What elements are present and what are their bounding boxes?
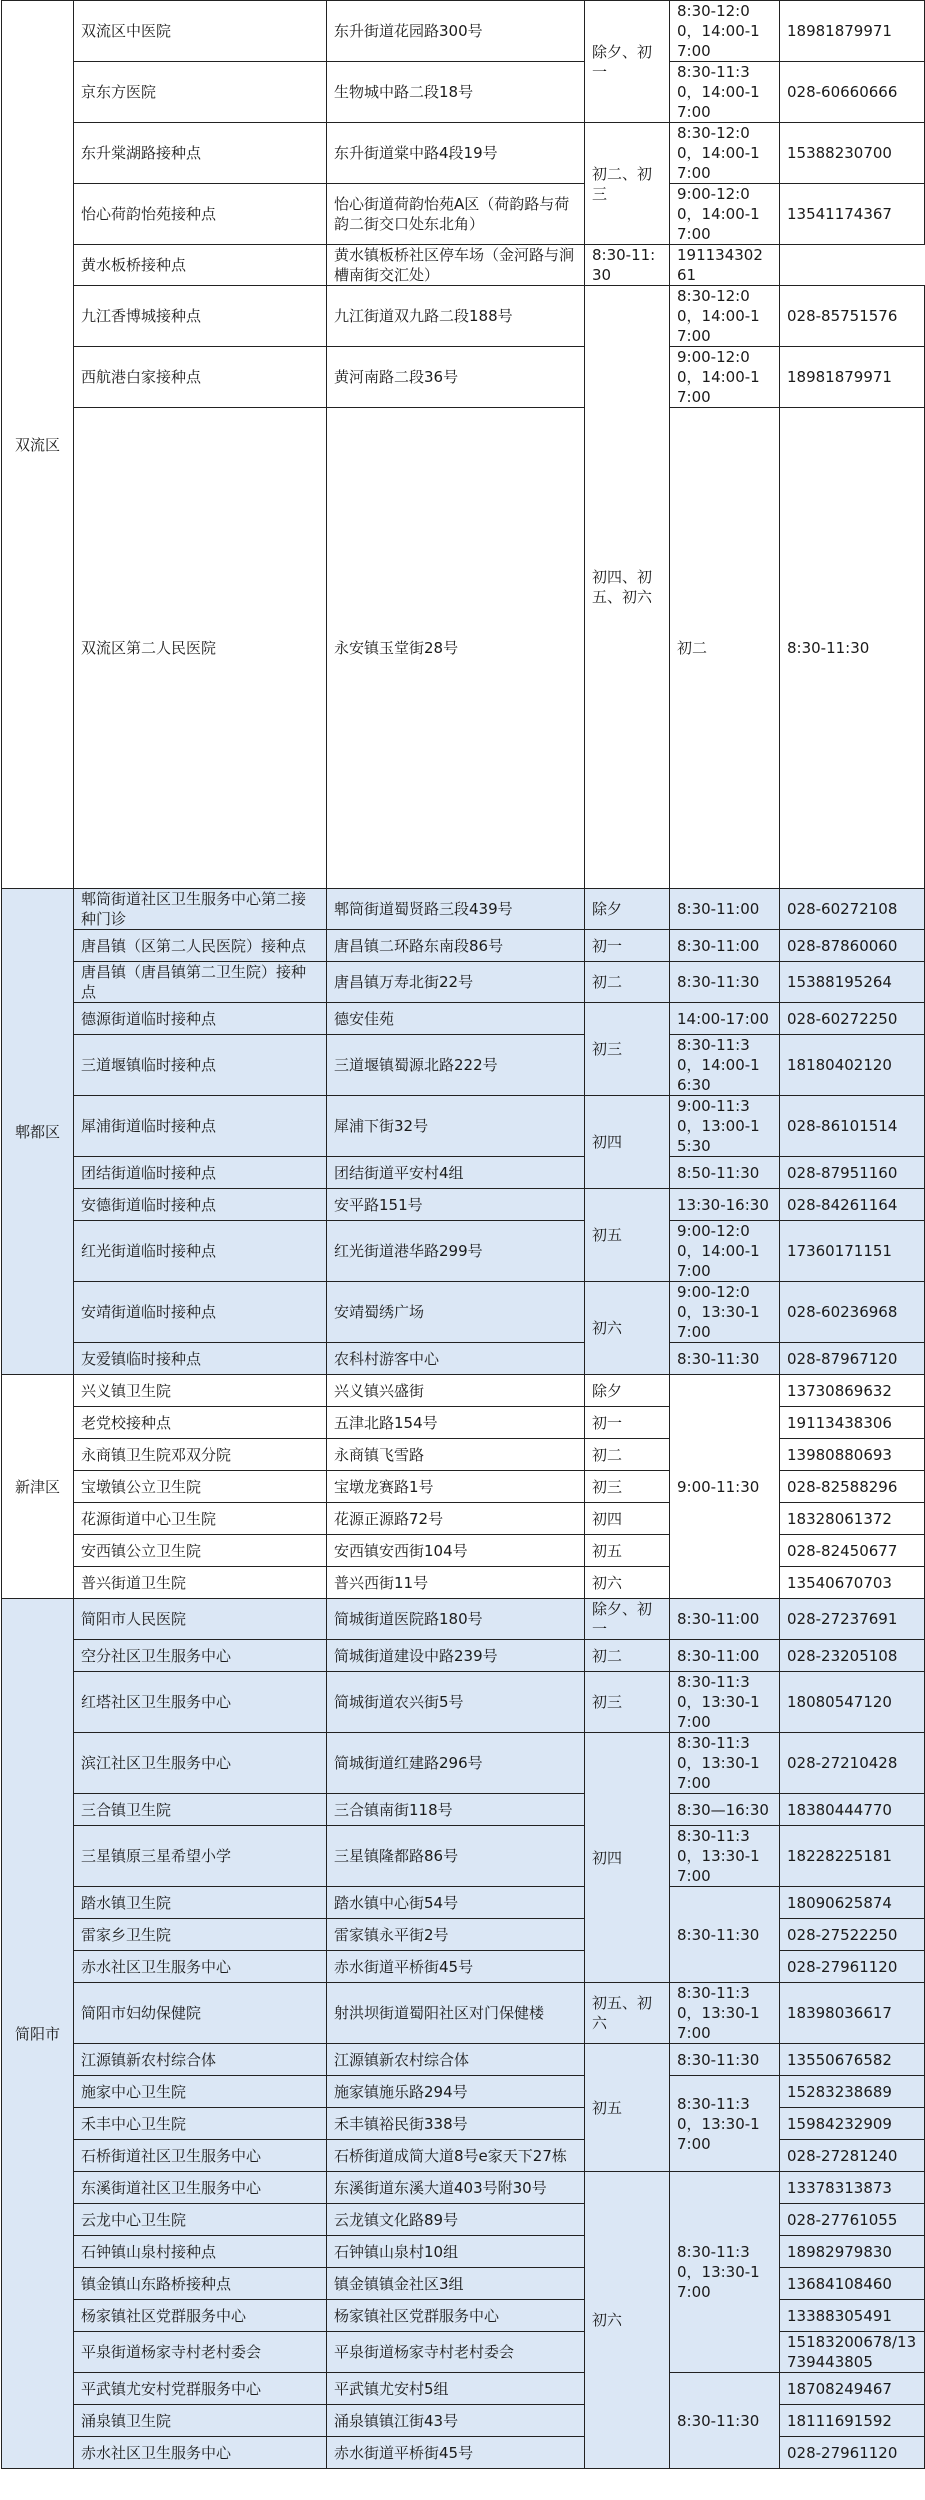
time-cell: 8:30-11:00 bbox=[670, 889, 780, 930]
address-cell: 平武镇尤安村5组 bbox=[327, 2373, 585, 2405]
date-cell: 初六 bbox=[585, 2172, 670, 2469]
site-name-cell: 赤水社区卫生服务中心 bbox=[74, 2437, 327, 2469]
phone-cell: 028-27237691 bbox=[780, 1599, 925, 1640]
site-name-cell: 德源街道临时接种点 bbox=[74, 1003, 327, 1035]
phone-cell: 028-60660666 bbox=[780, 62, 925, 123]
date-cell: 初二 bbox=[585, 1640, 670, 1672]
date-cell: 初二 bbox=[585, 1439, 670, 1471]
site-name-cell: 三道堰镇临时接种点 bbox=[74, 1035, 327, 1096]
site-name-cell: 团结街道临时接种点 bbox=[74, 1157, 327, 1189]
site-name-cell: 红光街道临时接种点 bbox=[74, 1221, 327, 1282]
time-cell: 8:30-11:00 bbox=[670, 1599, 780, 1640]
phone-cell: 028-87951160 bbox=[780, 1157, 925, 1189]
site-name-cell: 赤水社区卫生服务中心 bbox=[74, 1951, 327, 1983]
site-name-cell: 东升棠湖路接种点 bbox=[74, 123, 327, 184]
site-name-cell: 石桥街道社区卫生服务中心 bbox=[74, 2140, 327, 2172]
phone-cell: 18080547120 bbox=[780, 1672, 925, 1733]
address-cell: 唐昌镇万寿北街22号 bbox=[327, 962, 585, 1003]
address-cell: 永安镇玉堂街28号 bbox=[327, 408, 585, 889]
address-cell: 简城街道建设中路239号 bbox=[327, 1640, 585, 1672]
time-cell: 9:00-12:00，13:30-17:00 bbox=[670, 1282, 780, 1343]
address-cell: 郫筒街道蜀贤路三段439号 bbox=[327, 889, 585, 930]
site-name-cell: 简阳市人民医院 bbox=[74, 1599, 327, 1640]
district-cell: 新津区 bbox=[2, 1375, 74, 1599]
address-cell: 禾丰镇裕民街338号 bbox=[327, 2108, 585, 2140]
time-cell: 8:30-11:30 bbox=[670, 2044, 780, 2076]
phone-cell: 028-27961120 bbox=[780, 2437, 925, 2469]
site-name-cell: 永商镇卫生院邓双分院 bbox=[74, 1439, 327, 1471]
phone-cell: 028-85751576 bbox=[780, 286, 925, 347]
table-row bbox=[2, 1157, 925, 1189]
table-row bbox=[2, 1919, 925, 1951]
phone-cell: 028-27761055 bbox=[780, 2204, 925, 2236]
time-cell: 8:30-11:30，14:00-17:00 bbox=[670, 62, 780, 123]
date-cell: 初三 bbox=[585, 1003, 670, 1096]
time-cell: 8:30-11:30，13:30-17:00 bbox=[670, 2172, 780, 2373]
date-cell: 初六 bbox=[585, 1567, 670, 1599]
address-cell: 花源正源路72号 bbox=[327, 1503, 585, 1535]
address-cell: 平泉街道杨家寺村老村委会 bbox=[327, 2332, 585, 2373]
phone-cell: 15984232909 bbox=[780, 2108, 925, 2140]
phone-cell: 18398036617 bbox=[780, 1983, 925, 2044]
address-cell: 宝墩龙赛路1号 bbox=[327, 1471, 585, 1503]
date-cell: 初二 bbox=[670, 408, 780, 889]
time-cell: 8:30-11:30，13:30-17:00 bbox=[670, 1733, 780, 1794]
table-row bbox=[2, 1983, 925, 2044]
phone-cell: 13540670703 bbox=[780, 1567, 925, 1599]
table-row bbox=[2, 1951, 925, 1983]
table-row bbox=[2, 245, 925, 286]
address-cell: 射洪坝街道蜀阳社区对门保健楼 bbox=[327, 1983, 585, 2044]
address-cell: 犀浦下街32号 bbox=[327, 1096, 585, 1157]
address-cell: 镇金镇镇金社区3组 bbox=[327, 2268, 585, 2300]
site-name-cell: 施家中心卫生院 bbox=[74, 2076, 327, 2108]
phone-cell: 15183200678/13739443805 bbox=[780, 2332, 925, 2373]
date-cell: 除夕、初一 bbox=[585, 1, 670, 123]
district-cell: 双流区 bbox=[2, 1, 74, 889]
site-name-cell: 踏水镇卫生院 bbox=[74, 1887, 327, 1919]
phone-cell: 18982979830 bbox=[780, 2236, 925, 2268]
address-cell: 杨家镇社区党群服务中心 bbox=[327, 2300, 585, 2332]
site-name-cell: 雷家乡卫生院 bbox=[74, 1919, 327, 1951]
site-name-cell: 空分社区卫生服务中心 bbox=[74, 1640, 327, 1672]
site-name-cell: 禾丰中心卫生院 bbox=[74, 2108, 327, 2140]
time-cell: 8:30-11:30 bbox=[670, 1887, 780, 1983]
address-cell: 红光街道港华路299号 bbox=[327, 1221, 585, 1282]
phone-cell: 13980880693 bbox=[780, 1439, 925, 1471]
phone-cell: 028-60272108 bbox=[780, 889, 925, 930]
table-row bbox=[2, 2268, 925, 2300]
site-name-cell: 黄水板桥接种点 bbox=[74, 245, 327, 286]
address-cell: 赤水街道平桥街45号 bbox=[327, 2437, 585, 2469]
table-row bbox=[2, 2108, 925, 2140]
site-name-cell: 西航港白家接种点 bbox=[74, 347, 327, 408]
time-cell: 8:30-12:00，14:00-17:00 bbox=[670, 286, 780, 347]
phone-cell: 028-84261164 bbox=[780, 1189, 925, 1221]
time-cell: 8:30-11:30 bbox=[780, 408, 925, 889]
time-cell: 8:30-11:30，13:30-17:00 bbox=[670, 1826, 780, 1887]
address-cell: 东升街道花园路300号 bbox=[327, 1, 585, 62]
address-cell: 简城街道红建路296号 bbox=[327, 1733, 585, 1794]
time-cell: 8:30-11:30 bbox=[670, 962, 780, 1003]
address-cell: 安平路151号 bbox=[327, 1189, 585, 1221]
table-row bbox=[2, 1035, 925, 1096]
time-cell: 8:30-12:00，14:00-17:00 bbox=[670, 123, 780, 184]
phone-cell: 18180402120 bbox=[780, 1035, 925, 1096]
site-name-cell: 平武镇尤安村党群服务中心 bbox=[74, 2373, 327, 2405]
date-cell: 初一 bbox=[585, 930, 670, 962]
site-name-cell: 友爱镇临时接种点 bbox=[74, 1343, 327, 1375]
address-cell: 东溪街道东溪大道403号附30号 bbox=[327, 2172, 585, 2204]
site-name-cell: 郫筒街道社区卫生服务中心第二接种门诊 bbox=[74, 889, 327, 930]
site-name-cell: 石钟镇山泉村接种点 bbox=[74, 2236, 327, 2268]
site-name-cell: 宝墩镇公立卫生院 bbox=[74, 1471, 327, 1503]
address-cell: 唐昌镇二环路东南段86号 bbox=[327, 930, 585, 962]
table-row bbox=[2, 1826, 925, 1887]
table-row bbox=[2, 1439, 925, 1471]
site-name-cell: 简阳市妇幼保健院 bbox=[74, 1983, 327, 2044]
date-cell: 初四、初五、初六 bbox=[585, 286, 670, 889]
address-cell: 生物城中路二段18号 bbox=[327, 62, 585, 123]
phone-cell: 18228225181 bbox=[780, 1826, 925, 1887]
site-name-cell: 三星镇原三星希望小学 bbox=[74, 1826, 327, 1887]
address-cell: 简城街道医院路180号 bbox=[327, 1599, 585, 1640]
table-row bbox=[2, 408, 925, 889]
table-row bbox=[2, 2437, 925, 2469]
address-cell: 九江街道双九路二段188号 bbox=[327, 286, 585, 347]
phone-cell: 13378313873 bbox=[780, 2172, 925, 2204]
table-row bbox=[2, 2204, 925, 2236]
phone-cell: 13541174367 bbox=[780, 184, 925, 245]
date-cell: 初三 bbox=[585, 1471, 670, 1503]
address-cell: 兴义镇兴盛街 bbox=[327, 1375, 585, 1407]
phone-cell: 18981879971 bbox=[780, 347, 925, 408]
date-cell: 初三 bbox=[585, 1672, 670, 1733]
date-cell: 初五 bbox=[585, 2044, 670, 2172]
date-cell: 除夕 bbox=[585, 889, 670, 930]
phone-cell: 028-82588296 bbox=[780, 1471, 925, 1503]
district-cell: 郫都区 bbox=[2, 889, 74, 1375]
address-cell: 团结街道平安村4组 bbox=[327, 1157, 585, 1189]
table-row bbox=[2, 1471, 925, 1503]
phone-cell: 17360171151 bbox=[780, 1221, 925, 1282]
time-cell: 8:30-11:30，14:00-16:30 bbox=[670, 1035, 780, 1096]
table-row bbox=[2, 2236, 925, 2268]
address-cell: 踏水镇中心街54号 bbox=[327, 1887, 585, 1919]
address-cell: 怡心街道荷韵怡苑A区（荷韵路与荷韵二街交口处东北角） bbox=[327, 184, 585, 245]
phone-cell: 028-82450677 bbox=[780, 1535, 925, 1567]
site-name-cell: 杨家镇社区党群服务中心 bbox=[74, 2300, 327, 2332]
table-row bbox=[2, 1375, 925, 1407]
address-cell: 农科村游客中心 bbox=[327, 1343, 585, 1375]
time-cell: 8:30-11:30 bbox=[670, 1343, 780, 1375]
site-name-cell: 九江香博城接种点 bbox=[74, 286, 327, 347]
address-cell: 德安佳苑 bbox=[327, 1003, 585, 1035]
phone-cell: 13730869632 bbox=[780, 1375, 925, 1407]
address-cell: 江源镇新农村综合体 bbox=[327, 2044, 585, 2076]
time-cell: 8:30-11:30，13:30-17:00 bbox=[670, 1672, 780, 1733]
site-name-cell: 兴义镇卫生院 bbox=[74, 1375, 327, 1407]
table-row bbox=[2, 347, 925, 408]
site-name-cell: 江源镇新农村综合体 bbox=[74, 2044, 327, 2076]
address-cell: 赤水街道平桥街45号 bbox=[327, 1951, 585, 1983]
time-cell: 8:50-11:30 bbox=[670, 1157, 780, 1189]
table-row bbox=[2, 1599, 925, 1640]
date-cell: 初五 bbox=[585, 1535, 670, 1567]
site-name-cell: 双流区第二人民医院 bbox=[74, 408, 327, 889]
address-cell: 黄河南路二段36号 bbox=[327, 347, 585, 408]
table-row bbox=[2, 1189, 925, 1221]
date-cell: 除夕 bbox=[585, 1375, 670, 1407]
site-name-cell: 安靖街道临时接种点 bbox=[74, 1282, 327, 1343]
site-name-cell: 三合镇卫生院 bbox=[74, 1794, 327, 1826]
table-row bbox=[2, 1794, 925, 1826]
date-cell: 初二、初三 bbox=[585, 123, 670, 245]
phone-cell: 028-86101514 bbox=[780, 1096, 925, 1157]
table-row bbox=[2, 1343, 925, 1375]
date-cell: 初四 bbox=[585, 1096, 670, 1189]
table-row bbox=[2, 962, 925, 1003]
phone-cell: 18708249467 bbox=[780, 2373, 925, 2405]
phone-cell: 028-27961120 bbox=[780, 1951, 925, 1983]
time-cell: 9:00-12:00，14:00-17:00 bbox=[670, 1221, 780, 1282]
time-cell: 8:30—16:30 bbox=[670, 1794, 780, 1826]
site-name-cell: 安德街道临时接种点 bbox=[74, 1189, 327, 1221]
table-row bbox=[2, 1503, 925, 1535]
table-row bbox=[2, 1096, 925, 1157]
time-cell: 8:30-11:30，13:30-17:00 bbox=[670, 1983, 780, 2044]
time-cell: 8:30-11:30 bbox=[670, 2373, 780, 2469]
phone-cell: 18090625874 bbox=[780, 1887, 925, 1919]
phone-cell: 15388195264 bbox=[780, 962, 925, 1003]
address-cell: 简城街道农兴街5号 bbox=[327, 1672, 585, 1733]
table-row bbox=[2, 1, 925, 62]
address-cell: 涌泉镇镇江街43号 bbox=[327, 2405, 585, 2437]
time-cell: 9:00-11:30，13:00-15:30 bbox=[670, 1096, 780, 1157]
table-row bbox=[2, 889, 925, 930]
table-row bbox=[2, 1640, 925, 1672]
table-body bbox=[2, 1, 925, 2469]
site-name-cell: 云龙中心卫生院 bbox=[74, 2204, 327, 2236]
site-name-cell: 老党校接种点 bbox=[74, 1407, 327, 1439]
address-cell: 五津北路154号 bbox=[327, 1407, 585, 1439]
date-cell: 初一 bbox=[585, 1407, 670, 1439]
phone-cell: 15283238689 bbox=[780, 2076, 925, 2108]
phone-cell: 028-27281240 bbox=[780, 2140, 925, 2172]
address-cell: 黄水镇板桥社区停车场（金河路与涧槽南街交汇处） bbox=[327, 245, 585, 286]
address-cell: 施家镇施乐路294号 bbox=[327, 2076, 585, 2108]
phone-cell: 028-87860060 bbox=[780, 930, 925, 962]
table-row bbox=[2, 1407, 925, 1439]
table-row bbox=[2, 2044, 925, 2076]
table-row bbox=[2, 1221, 925, 1282]
address-cell: 石钟镇山泉村10组 bbox=[327, 2236, 585, 2268]
time-cell: 9:00-11:30 bbox=[670, 1375, 780, 1599]
time-cell: 8:30-12:00，14:00-17:00 bbox=[670, 1, 780, 62]
time-cell: 8:30-11:30 bbox=[585, 245, 670, 286]
table-row bbox=[2, 2373, 925, 2405]
time-cell: 14:00-17:00 bbox=[670, 1003, 780, 1035]
table-row bbox=[2, 62, 925, 123]
date-cell: 初六 bbox=[585, 1282, 670, 1375]
phone-cell: 18111691592 bbox=[780, 2405, 925, 2437]
time-cell: 8:30-11:00 bbox=[670, 930, 780, 962]
table-row bbox=[2, 1733, 925, 1794]
table-row bbox=[2, 123, 925, 184]
address-cell: 普兴西街11号 bbox=[327, 1567, 585, 1599]
table-row bbox=[2, 2076, 925, 2108]
site-name-cell: 怡心荷韵怡苑接种点 bbox=[74, 184, 327, 245]
address-cell: 东升街道棠中路4段19号 bbox=[327, 123, 585, 184]
phone-cell: 18380444770 bbox=[780, 1794, 925, 1826]
table-row bbox=[2, 1672, 925, 1733]
site-name-cell: 唐昌镇（唐昌镇第二卫生院）接种点 bbox=[74, 962, 327, 1003]
address-cell: 永商镇飞雪路 bbox=[327, 1439, 585, 1471]
address-cell: 三合镇南街118号 bbox=[327, 1794, 585, 1826]
time-cell: 9:00-12:00，14:00-17:00 bbox=[670, 184, 780, 245]
table-row bbox=[2, 1887, 925, 1919]
site-name-cell: 普兴街道卫生院 bbox=[74, 1567, 327, 1599]
table-row bbox=[2, 184, 925, 245]
phone-cell: 028-27522250 bbox=[780, 1919, 925, 1951]
date-cell: 初二 bbox=[585, 962, 670, 1003]
phone-cell: 028-87967120 bbox=[780, 1343, 925, 1375]
site-name-cell: 花源街道中心卫生院 bbox=[74, 1503, 327, 1535]
site-name-cell: 滨江社区卫生服务中心 bbox=[74, 1733, 327, 1794]
table-row bbox=[2, 1567, 925, 1599]
table-row bbox=[2, 930, 925, 962]
address-cell: 雷家镇永平街2号 bbox=[327, 1919, 585, 1951]
table-row bbox=[2, 2172, 925, 2204]
phone-cell: 028-60272250 bbox=[780, 1003, 925, 1035]
site-name-cell: 双流区中医院 bbox=[74, 1, 327, 62]
table-row bbox=[2, 286, 925, 347]
address-cell: 石桥街道成简大道8号e家天下27栋 bbox=[327, 2140, 585, 2172]
table-row bbox=[2, 1003, 925, 1035]
time-cell: 8:30-11:30，13:30-17:00 bbox=[670, 2076, 780, 2172]
site-name-cell: 平泉街道杨家寺村老村委会 bbox=[74, 2332, 327, 2373]
time-cell: 8:30-11:00 bbox=[670, 1640, 780, 1672]
table-row bbox=[2, 1535, 925, 1567]
address-cell: 安西镇安西街104号 bbox=[327, 1535, 585, 1567]
address-cell: 三星镇隆都路86号 bbox=[327, 1826, 585, 1887]
phone-cell: 13388305491 bbox=[780, 2300, 925, 2332]
phone-cell: 028-27210428 bbox=[780, 1733, 925, 1794]
site-name-cell: 京东方医院 bbox=[74, 62, 327, 123]
phone-cell: 028-60236968 bbox=[780, 1282, 925, 1343]
date-cell: 除夕、初一 bbox=[585, 1599, 670, 1640]
address-cell: 安靖蜀绣广场 bbox=[327, 1282, 585, 1343]
site-name-cell: 红塔社区卫生服务中心 bbox=[74, 1672, 327, 1733]
address-cell: 三道堰镇蜀源北路222号 bbox=[327, 1035, 585, 1096]
table-row bbox=[2, 1282, 925, 1343]
phone-cell: 19113438306 bbox=[780, 1407, 925, 1439]
table-row bbox=[2, 2332, 925, 2373]
phone-cell: 15388230700 bbox=[780, 123, 925, 184]
site-name-cell: 涌泉镇卫生院 bbox=[74, 2405, 327, 2437]
site-name-cell: 安西镇公立卫生院 bbox=[74, 1535, 327, 1567]
table-row bbox=[2, 2300, 925, 2332]
table-row bbox=[2, 2405, 925, 2437]
phone-cell: 13550676582 bbox=[780, 2044, 925, 2076]
site-name-cell: 犀浦街道临时接种点 bbox=[74, 1096, 327, 1157]
address-cell: 云龙镇文化路89号 bbox=[327, 2204, 585, 2236]
date-cell: 初四 bbox=[585, 1503, 670, 1535]
table-row bbox=[2, 2140, 925, 2172]
phone-cell: 19113430261 bbox=[670, 245, 780, 286]
district-cell: 简阳市 bbox=[2, 1599, 74, 2469]
phone-cell: 028-23205108 bbox=[780, 1640, 925, 1672]
time-cell: 13:30-16:30 bbox=[670, 1189, 780, 1221]
time-cell: 9:00-12:00，14:00-17:00 bbox=[670, 347, 780, 408]
phone-cell: 18981879971 bbox=[780, 1, 925, 62]
vaccination-schedule-table bbox=[1, 0, 925, 2469]
date-cell: 初五 bbox=[585, 1189, 670, 1282]
site-name-cell: 东溪街道社区卫生服务中心 bbox=[74, 2172, 327, 2204]
date-cell: 初四 bbox=[585, 1733, 670, 1983]
date-cell: 初五、初六 bbox=[585, 1983, 670, 2044]
site-name-cell: 镇金镇山东路桥接种点 bbox=[74, 2268, 327, 2300]
phone-cell: 18328061372 bbox=[780, 1503, 925, 1535]
phone-cell: 13684108460 bbox=[780, 2268, 925, 2300]
site-name-cell: 唐昌镇（区第二人民医院）接种点 bbox=[74, 930, 327, 962]
